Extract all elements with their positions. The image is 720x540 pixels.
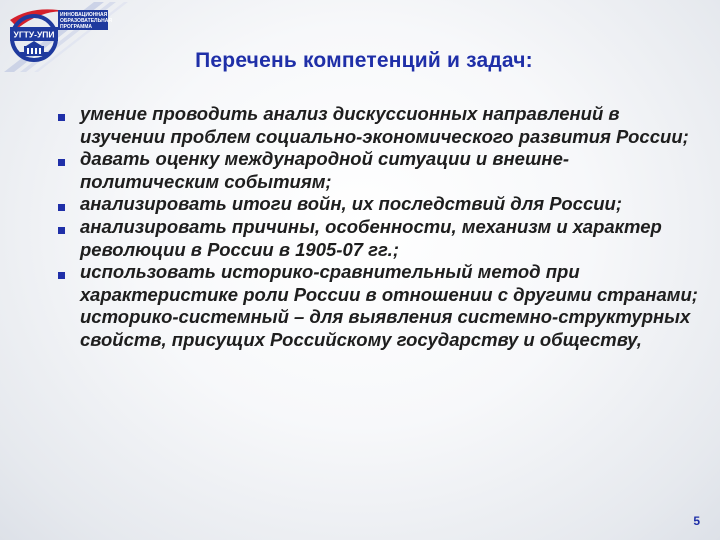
list-item-text: анализировать причины, особенности, механизм и характер революции в России в 1905-07 гг.;: [80, 215, 662, 260]
list-item-text: давать оценку международной ситуации и внешне-политическим событиям;: [80, 148, 570, 192]
list-item: [58, 216, 698, 261]
list-item: [58, 261, 698, 351]
list-item-text: анализировать итоги войн, их последствий для России;: [80, 193, 623, 215]
list-item: [58, 148, 698, 193]
list-item-text: использовать историко-сравнительный метод при характеристике роли России в отношении с другими странами; историко-системный – для выявления системно-структурных свойств, присущих Российскому государству и обществу,: [80, 261, 698, 350]
square-bullet-icon: [58, 159, 65, 166]
square-bullet-icon: [58, 204, 65, 211]
list-item-text: умение проводить анализ дискуссионных направлений в изучении проблем социально-экономического развития России;: [80, 103, 689, 147]
logo-text-line-1: ИННОВАЦИОННАЯ: [60, 12, 108, 18]
logo-text-line-3: ПРОГРАММА: [60, 24, 93, 30]
competency-list: [58, 103, 698, 352]
slide-title: Перечень компетенций и задач:: [195, 49, 533, 72]
list-item: [58, 193, 698, 216]
list-item: [58, 103, 698, 148]
square-bullet-icon: [58, 272, 65, 279]
logo-text-line-2: ОБРАЗОВАТЕЛЬНАЯ: [60, 18, 112, 24]
square-bullet-icon: [58, 227, 65, 234]
logo-abbr: УГТУ-УПИ: [13, 29, 55, 40]
square-bullet-icon: [58, 114, 65, 121]
page-number: 5: [693, 514, 700, 528]
